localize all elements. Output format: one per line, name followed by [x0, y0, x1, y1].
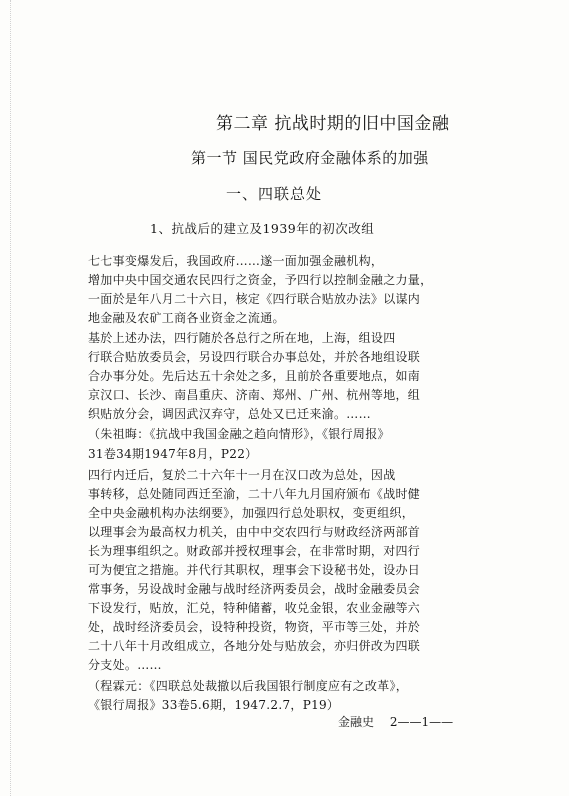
text-line: 事转移，总处随同西迁至渝，二十八年九月国府颁布《战时健: [88, 487, 421, 501]
text-line: 全中央金融机构办法纲要》，加强四行总处职权，变更组织，: [88, 506, 415, 520]
text-line: 下设发行，贴放，汇兑，特种储蓄，收兑金银，农业金融等六: [88, 601, 421, 615]
page-number: 2——1——: [389, 715, 454, 729]
citation-line: 《银行周报》33卷5.6期，1947.2.7，P19）: [88, 698, 340, 712]
text-line: 四行内迁后，复於二十六年十一月在汉口改为总处，因战: [88, 468, 396, 482]
text-line: 二十八年十月改组成立，各地分处与贴放会，亦归併改为四联: [88, 639, 421, 653]
text-line: 分支处。……: [88, 658, 162, 672]
text-line: 织贴放分会，调因武汉弃守，总处又已迁来渝。……: [88, 407, 371, 421]
citation-line: （朱祖晦：《抗战中我国金融之趋向情形》，《银行周报》: [88, 427, 390, 441]
text-line: 基於上述办法，四行随於各总行之所在地，上海，组设四: [88, 331, 396, 345]
topic-title: 1、抗战后的建立及1939年的初次改组: [150, 221, 375, 236]
text-line: 常事务，另设战时金融与战时经济两委员会，战时金融委员会: [88, 582, 421, 596]
text-line: 以理事会为最高权力机关，由中中交农四行与财政经济两部首: [88, 525, 421, 539]
citation-line: （程霖元：《四联总处裁撤以后我国银行制度应有之改革》，: [88, 679, 409, 693]
text-line: 处，战时经济委员会，设特种投资，物资，平市等三处，并於: [88, 620, 421, 634]
text-line: 行联合贴放委员会，另设四行联合办事总处，并於各地组设联: [88, 350, 421, 364]
subsection-title: 一、四联总处: [226, 185, 323, 203]
footer-label: 金融史: [338, 715, 375, 729]
scan-edge-dots: [10, 0, 13, 796]
text-line: 七七事变爆发后，我国政府……遂一面加强金融机构，: [88, 254, 384, 268]
page-footer: [338, 713, 453, 730]
citation-line: 31卷34期1947年8月，P22）: [88, 447, 258, 461]
text-line: 一面於是年八月二十六日，核定《四行联合贴放办法》以谋内: [88, 292, 421, 306]
text-line: 合办事分处。先后达五十余处之多，且前於各重要地点，如南: [88, 369, 421, 383]
section-title: 第一节 国民党政府金融体系的加强: [191, 149, 429, 167]
chapter-title: 第二章 抗战时期的旧中国金融: [216, 114, 450, 134]
text-line: 可为便宜之措施。并代行其职权，理事会下设秘书处，设办日: [88, 563, 421, 577]
text-line: 增加中央中国交通农民四行之资金，予四行以控制金融之力量，: [88, 273, 433, 287]
text-line: 地金融及农矿工商各业资金之流通。: [88, 311, 285, 325]
text-line: 京汉口、长沙、南昌重庆、济南、郑州、广州、杭州等地，组: [88, 388, 421, 402]
text-line: 长为理事组织之。财政部并授权理事会，在非常时期，对四行: [88, 544, 421, 558]
